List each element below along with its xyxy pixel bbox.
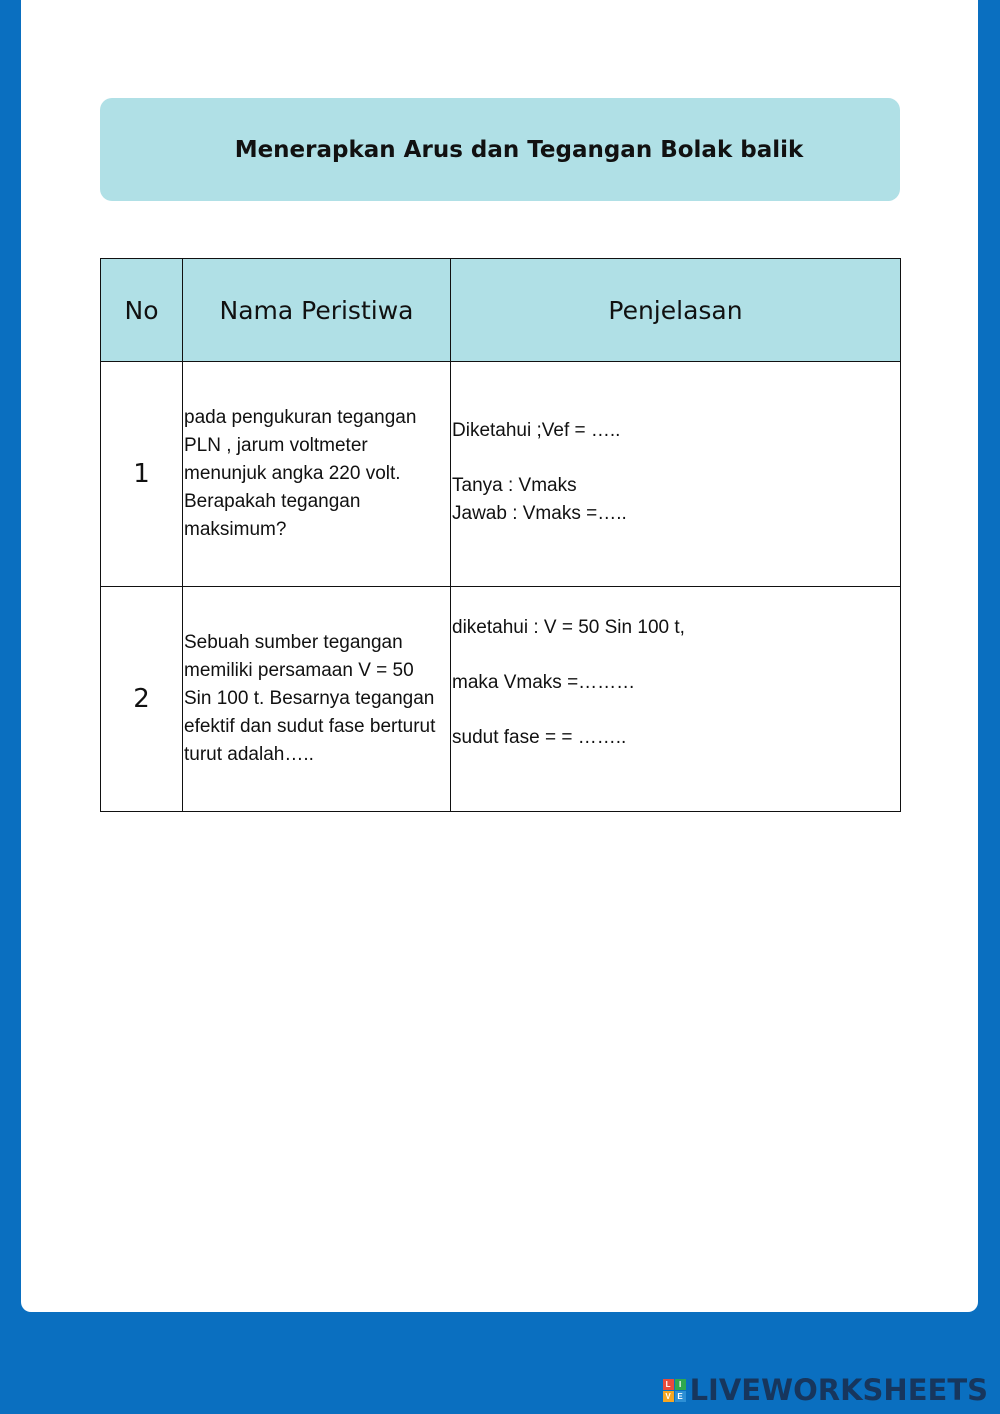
answer-cell[interactable] bbox=[451, 587, 901, 812]
logo-letter: L bbox=[663, 1379, 674, 1390]
row-number: 2 bbox=[101, 587, 183, 812]
answer-line-vmaks[interactable]: maka Vmaks =……… bbox=[452, 672, 636, 693]
logo-text: LIVEWORKSHEETS bbox=[689, 1373, 988, 1407]
header-nama-peristiwa: Nama Peristiwa bbox=[183, 259, 451, 362]
answer-line-phase[interactable]: sudut fase = = …….. bbox=[452, 727, 627, 748]
title-banner bbox=[100, 98, 900, 201]
header-penjelasan: Penjelasan bbox=[451, 259, 901, 362]
question-text: Sebuah sumber tegangan memiliki persamaan V = 50 Sin 100 t. Besarnya tegangan efektif dan sudut fase berturut turut adalah….. bbox=[184, 632, 436, 765]
logo-letter: E bbox=[675, 1391, 686, 1402]
page-title: Menerapkan Arus dan Tegangan Bolak balik bbox=[234, 136, 804, 163]
liveworksheets-logo[interactable] bbox=[663, 1372, 988, 1408]
logo-letter: I bbox=[675, 1379, 686, 1390]
question-cell bbox=[183, 587, 451, 812]
answer-line-given[interactable]: diketahui : V = 50 Sin 100 t, bbox=[452, 617, 685, 638]
answer-line-given[interactable]: Diketahui ;Vef = ….. bbox=[452, 419, 621, 441]
answer-line-answer[interactable]: Jawab : Vmaks =….. bbox=[452, 502, 627, 524]
answer-line-ask[interactable]: Tanya : Vmaks bbox=[452, 474, 577, 496]
logo-letter: V bbox=[663, 1391, 674, 1402]
worksheet-table bbox=[100, 258, 901, 812]
question-cell bbox=[183, 362, 451, 587]
row-number: 1 bbox=[101, 362, 183, 587]
table-row bbox=[101, 587, 901, 812]
header-no: No bbox=[101, 259, 183, 362]
table-row bbox=[101, 362, 901, 587]
table-header-row bbox=[101, 259, 901, 362]
logo-mark-icon bbox=[663, 1379, 686, 1402]
question-text: pada pengukuran tegangan PLN , jarum voltmeter menunjuk angka 220 volt. Berapakah tegangan maksimum? bbox=[184, 407, 417, 540]
answer-cell[interactable] bbox=[451, 362, 901, 587]
